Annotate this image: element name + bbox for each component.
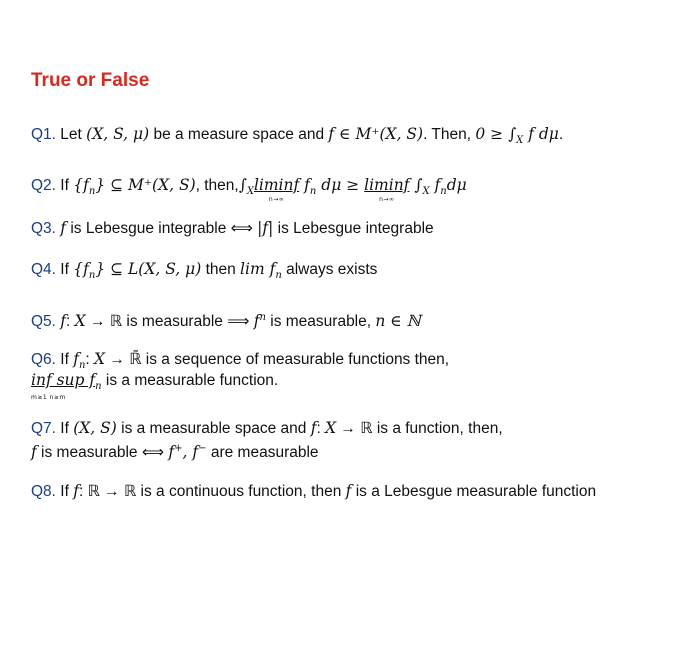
math-sub: n: [275, 270, 282, 282]
question-label: Q4.: [31, 261, 56, 278]
question-text: then: [201, 261, 241, 278]
limit-subscript: n→∞: [379, 196, 395, 203]
math: inf sup f: [31, 371, 96, 389]
math: } ⊆ M⁺(X, S): [95, 176, 196, 194]
question-text: If: [60, 483, 74, 500]
question-text: → ℝ̄ is a sequence of measurable functions then,: [105, 351, 450, 368]
math: f: [73, 350, 79, 368]
question-7: [31, 418, 503, 439]
math: 0 ≥ ∫: [475, 125, 517, 143]
question-text: be a measure space and: [149, 126, 329, 143]
math-sup: n: [259, 312, 266, 323]
question-text: is measurable,: [265, 313, 376, 331]
question-label: Q5.: [31, 313, 56, 331]
question-text: :: [85, 351, 95, 368]
math-sub: n: [309, 186, 317, 198]
math: ∫: [238, 176, 247, 194]
question-text: , then,: [195, 177, 239, 194]
math-sup: −: [198, 443, 207, 454]
math: ∫: [409, 176, 423, 194]
math: f: [73, 482, 79, 500]
question-text: is measurable ⟺: [36, 444, 169, 462]
question-text: . Then,: [423, 126, 476, 143]
question-text: is a measurable function.: [101, 372, 279, 389]
question-label: Q8.: [31, 483, 56, 500]
question-text: If: [60, 177, 74, 194]
math: f: [168, 443, 175, 462]
math: liminf: [364, 176, 410, 194]
math: X: [94, 350, 106, 368]
limit-subscript: m≥1 n≥m: [31, 394, 66, 401]
question-label: Q6.: [31, 351, 56, 368]
math-sub: n: [440, 186, 447, 198]
math: dμ: [446, 176, 467, 194]
math: ,: [182, 443, 193, 462]
question-text: If: [60, 420, 74, 437]
question-2: [31, 175, 467, 202]
math: (X, S): [73, 419, 117, 437]
question-text: Let: [60, 126, 87, 143]
math: {f: [73, 260, 89, 278]
question-text: :: [66, 313, 75, 331]
question-text: If: [60, 351, 74, 368]
question-label: Q2.: [31, 177, 56, 194]
math: liminf: [253, 176, 300, 194]
math-sub: X: [516, 135, 524, 147]
question-text: :: [316, 420, 326, 437]
math-sub: X: [422, 186, 430, 198]
math-sup: +: [174, 443, 183, 454]
question-8: [31, 481, 596, 502]
math-sub: n: [78, 360, 86, 372]
math: f ∈ M⁺(X, S): [328, 125, 424, 143]
question-text: .: [558, 126, 564, 143]
math: (X, S, μ): [86, 125, 150, 143]
question-text: If: [60, 261, 74, 278]
math: f: [60, 312, 67, 331]
question-label: Q1.: [31, 126, 56, 143]
math: f: [60, 219, 67, 237]
question-1: [31, 124, 563, 151]
math: f: [253, 312, 260, 331]
math: lim f: [240, 260, 276, 278]
math-sub: n: [88, 186, 96, 198]
question-7-line-2: [31, 439, 319, 463]
math: f dμ: [523, 125, 559, 143]
question-text: → ℝ is measurable ⟹: [85, 313, 254, 331]
math: dμ ≥: [316, 176, 365, 194]
math-sub: n: [95, 381, 102, 393]
question-text: is Lebesgue integrable ⟺: [66, 220, 258, 237]
question-3: [31, 218, 434, 239]
question-text: is a Lebesgue measurable function: [351, 483, 597, 500]
page-title: True or False: [31, 70, 150, 91]
question-label: Q7.: [31, 420, 56, 437]
question-text: : ℝ → ℝ is a continuous function, then: [78, 483, 346, 500]
math: f: [429, 176, 441, 194]
math: } ⊆ L(X, S, μ): [95, 260, 202, 278]
math: X: [74, 312, 86, 331]
math: n ∈ ℕ: [375, 312, 421, 331]
question-text: → ℝ is a function, then,: [336, 420, 503, 437]
question-6-line-2: [31, 370, 279, 401]
limit-subscript: n→∞: [268, 196, 285, 203]
question-label: Q3.: [31, 220, 56, 237]
math-sub: X: [246, 186, 254, 198]
question-text: always exists: [281, 261, 378, 278]
math: |f|: [257, 219, 274, 237]
math: f: [345, 482, 352, 500]
question-4: [31, 259, 377, 286]
math: f: [31, 443, 37, 462]
question-text: are measurable: [206, 444, 319, 462]
math: f: [192, 443, 199, 462]
question-text: is Lebesgue integrable: [273, 220, 434, 237]
math-sub: n: [88, 270, 96, 282]
question-5: [31, 308, 421, 332]
math: {f: [73, 176, 89, 194]
math: X: [325, 419, 337, 437]
math: f: [310, 419, 317, 437]
question-text: is a measurable space and: [116, 420, 311, 437]
math: f: [299, 176, 310, 194]
